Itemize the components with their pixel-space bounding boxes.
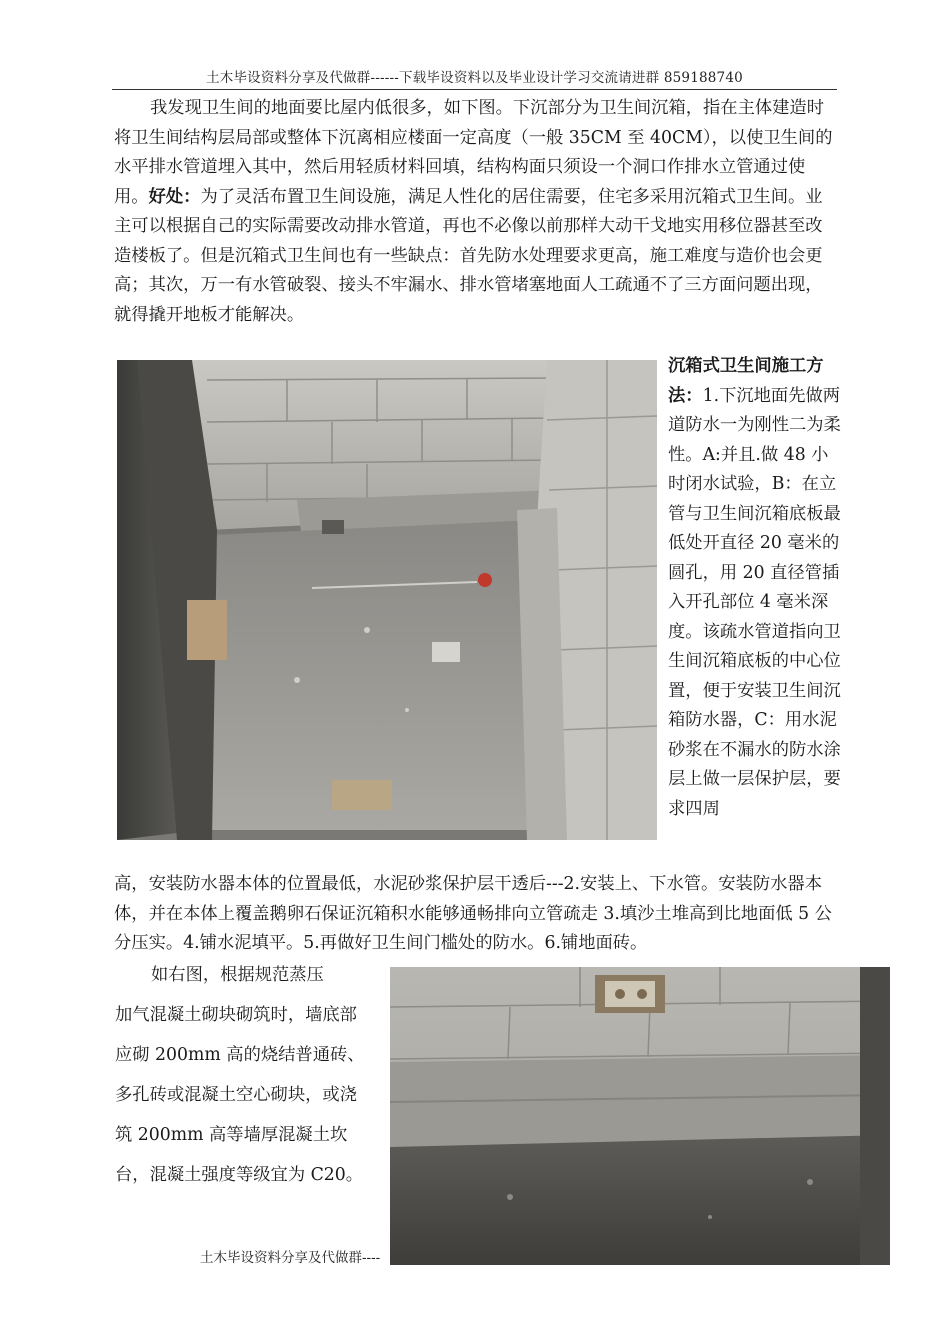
page-header: 土木毕设资料分享及代做群------下载毕设资料以及毕业设计学习交流请进群 859188740 [206,70,743,86]
sunken-bathroom-photo [117,360,657,840]
page-footer: 土木毕设资料分享及代做群---- [200,1250,381,1266]
wall-base-photo-drawing [390,967,890,1265]
intro-text-1: 我发现卫生间的地面要比屋内低很多，如下图。下沉部分为卫生间沉箱，指在主体建造时将卫生间结构层局部或整体下沉离相应楼面一定高度（一般 35CM 至 40CM），以使卫生间的水平排水管道埋入其中，然后用轻质材料回填，结构构面只须设一个洞口作排水立管通过使用。 [114,98,833,207]
wall-base-rest: 加气混凝土砌块砌筑时，墙底部应砌 200mm 高的烧结普通砖、多孔砖或混凝土空心砌块，或浇筑 200mm 高等墙厚混凝土坎台，混凝土强度等级宜为 C20。 [115,1005,365,1185]
method-steps-part1: 1.下沉地面先做两道防水一为刚性二为柔性。A:并且.做 48 小时闭水试验，B：在立管与卫生间沉箱底板最低处开直径 20 毫米的圆孔，用 20 直径管插入开孔部位 4 毫米深度。该疏水管道指向卫生间沉箱底板的中心位置，便于安装卫生间沉箱防水器，C：用水泥砂浆在不漏水的防水涂层上做一层保护层，要求四周 [668,385,841,819]
wall-base-paragraph [115,955,370,1195]
intro-bold-label: 好处： [148,186,201,207]
sunken-bathroom-photo-drawing [117,360,657,840]
method-title: 沉箱式卫生间施工方法： [668,356,824,406]
intro-paragraph [114,94,836,330]
method-side-text [668,352,843,824]
header-rule [112,89,837,90]
wall-base-photo [390,967,890,1265]
method-continued-text: 高，安装防水器本体的位置最低，水泥砂浆保护层干透后---2.安装上、下水管。安装防水器本体，并在本体上覆盖鹅卵石保证沉箱积水能够通畅排向立管疏走 3.填沙土堆高到比地面低 5 公分压实。4.铺水泥填平。5.再做好卫生间门槛处的防水。6.铺地面砖。 [114,874,832,953]
wall-base-first-line: 如右图，根据规范蒸压 [151,965,324,985]
intro-text-2: 为了灵活布置卫生间设施，满足人性化的居住需要，住宅多采用沉箱式卫生间。业主可以根据自己的实际需要改动排水管道，再也不必像以前那样大动干戈地实用移位器甚至改造楼板了。但是沉箱式卫生间也有一些缺点：首先防水处理要求更高，施工难度与造价也会更高；其次，万一有水管破裂、接头不牢漏水、排水管堵塞地面人工疏通不了三方面问题出现，就得撬开地板才能解决。 [114,186,823,325]
